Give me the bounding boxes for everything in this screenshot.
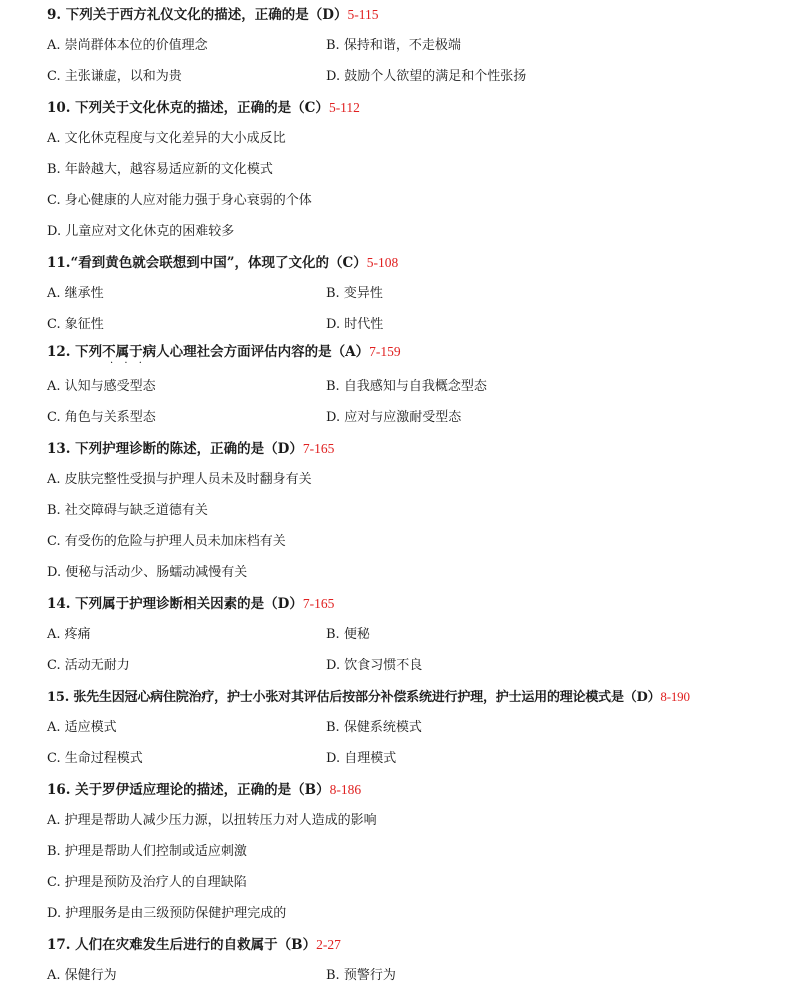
question-14-stem: 14. 下列属于护理诊断相关因素的是（D）7-165 [47,596,335,612]
question-9-option-a: A. 崇尚群体本位的价值理念 [47,38,208,53]
question-17-option-b: B. 预警行为 [326,968,396,983]
question-11-option-d: D. 时代性 [326,317,384,332]
question-13-option-c: C. 有受伤的危险与护理人员未加床档有关 [47,534,286,549]
question-9-stem: 9. 下列关于西方礼仪文化的描述，正确的是（D）5-115 [47,7,379,23]
question-17-option-a: A. 保健行为 [47,968,117,983]
question-16-option-c: C. 护理是预防及治疗人的自理缺陷 [47,875,247,890]
question-14-option-d: D. 饮食习惯不良 [326,658,423,673]
question-12-option-b: B. 自我感知与自我概念型态 [326,379,487,394]
question-10-option-c: C. 身心健康的人应对能力强于身心衰弱的个体 [47,193,312,208]
question-16-option-d: D. 护理服务是由三级预防保健护理完成的 [47,906,287,921]
question-15-option-c: C. 生命过程模式 [47,751,143,766]
question-9-option-d: D. 鼓励个人欲望的满足和个性张扬 [326,69,527,84]
question-16-reference: 8-186 [329,782,362,797]
question-15-stem: 15. 张先生因冠心病住院治疗，护士小张对其评估后按部分补偿系统进行护理，护士运用的理论模式是（D）8-190 [47,689,690,705]
question-13-option-d: D. 便秘与活动少、肠蠕动减慢有关 [47,565,248,580]
question-12-option-d: D. 应对与应激耐受型态 [326,410,462,425]
question-14-option-c: C. 活动无耐力 [47,658,130,673]
question-15-option-d: D. 自理模式 [326,751,397,766]
question-16-option-b: B. 护理是帮助人们控制或适应刺激 [47,844,247,859]
question-13-stem: 13. 下列护理诊断的陈述，正确的是（D）7-165 [47,441,335,457]
emphasis-dots: · · · [110,358,146,369]
question-9-reference: 5-115 [347,7,379,22]
question-14-reference: 7-165 [302,596,335,611]
question-11-option-a: A. 继承性 [47,286,104,301]
question-16-option-a: A. 护理是帮助人减少压力源，以扭转压力对人造成的影响 [47,813,377,828]
question-11-option-b: B. 变异性 [326,286,383,301]
question-10-stem: 10. 下列关于文化休克的描述，正确的是（C）5-112 [47,100,360,116]
question-10-option-b: B. 年龄越大，越容易适应新的文化模式 [47,162,273,177]
question-10-option-d: D. 儿童应对文化休克的困难较多 [47,224,235,239]
question-12-reference: 7-159 [369,344,401,359]
question-15-reference: 8-190 [660,689,690,704]
question-11-reference: 5-108 [366,255,399,270]
question-11-option-c: C. 象征性 [47,317,104,332]
question-9-option-c: C. 主张谦虚，以和为贵 [47,69,182,84]
question-9-option-b: B. 保持和谐，不走极端 [326,38,461,53]
question-14-option-b: B. 便秘 [326,627,370,642]
question-13-reference: 7-165 [302,441,335,456]
question-13-option-b: B. 社交障碍与缺乏道德有关 [47,503,208,518]
question-15-option-a: A. 适应模式 [47,720,117,735]
question-17-reference: 2-27 [316,937,341,952]
question-11-stem: 11.“看到黄色就会联想到中国”，体现了文化的（C）5-108 [47,255,399,271]
question-10-reference: 5-112 [328,100,360,115]
question-16-stem: 16. 关于罗伊适应理论的描述，正确的是（B）8-186 [47,782,362,798]
question-12-option-a: A. 认知与感受型态 [47,379,156,394]
question-12-option-c: C. 角色与关系型态 [47,410,156,425]
question-12-stem: 12. 下列不属于病人心理社会方面评估内容的是（A）7-159 [47,344,401,360]
question-13-option-a: A. 皮肤完整性受损与护理人员未及时翻身有关 [47,472,312,487]
question-14-option-a: A. 疼痛 [47,627,91,642]
question-15-option-b: B. 保健系统模式 [326,720,422,735]
question-10-option-a: A. 文化休克程度与文化差异的大小成反比 [47,131,286,146]
question-17-stem: 17. 人们在灾难发生后进行的自救属于（B）2-27 [47,937,341,953]
